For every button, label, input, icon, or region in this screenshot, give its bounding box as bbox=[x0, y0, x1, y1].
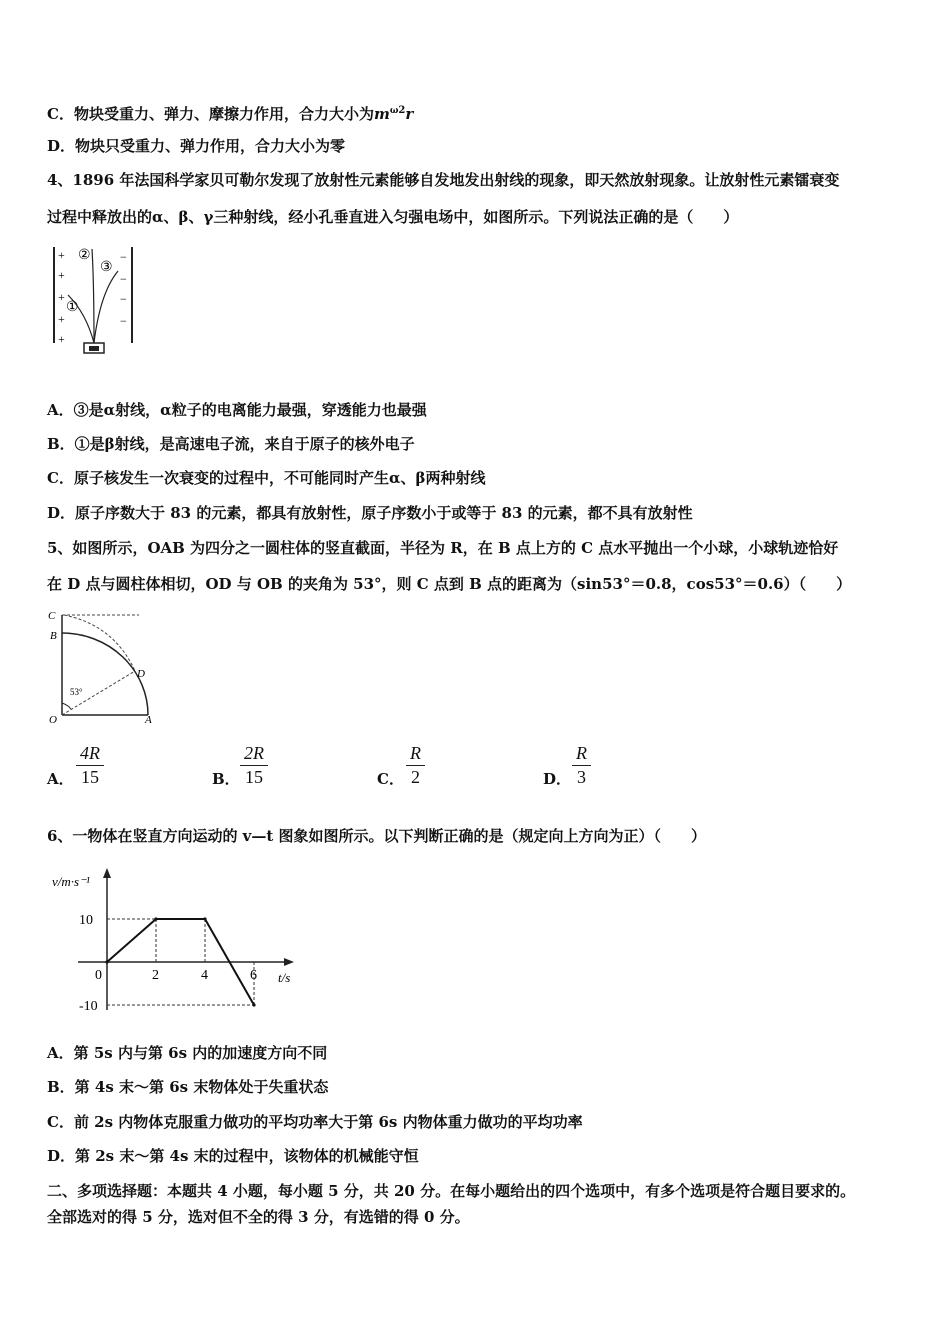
ray-2-path bbox=[92, 249, 94, 343]
denominator: 15 bbox=[245, 767, 263, 787]
denominator: 3 bbox=[577, 767, 586, 787]
formula-m: m bbox=[373, 105, 390, 123]
point-d-label: D bbox=[137, 668, 145, 680]
x-tick-label: 2 bbox=[152, 968, 159, 983]
radioactive-source bbox=[89, 346, 99, 351]
section2-instructions-line2: 全部选对的得 5 分，选对但不全的得 3 分，有选错的得 0 分。 bbox=[47, 1208, 470, 1226]
ray-3-path bbox=[94, 271, 118, 343]
data-point bbox=[203, 917, 206, 920]
x-axis-label: t/s bbox=[278, 970, 291, 985]
numerator: R bbox=[576, 743, 587, 763]
y-axis-arrow bbox=[103, 868, 111, 878]
y-axis-label: v/m·s⁻¹ bbox=[52, 874, 90, 889]
data-point bbox=[252, 1003, 255, 1006]
y-tick-label: -10 bbox=[79, 999, 98, 1014]
x-tick-label: 0 bbox=[95, 968, 102, 983]
q4-option-b: B．①是β射线，是高速电子流，来自于原子的核外电子 bbox=[47, 435, 415, 453]
q5-option-d-fraction bbox=[572, 743, 591, 788]
minus-sign: − bbox=[120, 272, 127, 286]
q5-option-b-label: B． bbox=[212, 770, 240, 788]
quarter-arc bbox=[62, 633, 148, 715]
q4-electric-field-figure bbox=[48, 243, 140, 358]
series-segment bbox=[107, 919, 156, 962]
q6-option-d: D．第 2s 末～第 4s 末的过程中，该物体的机械能守恒 bbox=[47, 1147, 419, 1165]
angle-arc bbox=[62, 703, 71, 709]
trajectory-curve bbox=[64, 615, 135, 671]
q4-option-d: D．原子序数大于 83 的元素，都具有放射性，原子序数小于或等于 83 的元素，都不具有放射性 bbox=[47, 504, 693, 522]
q6-option-c: C．前 2s 内物体克服重力做功的平均功率大于第 6s 内物体重力做功的平均功率 bbox=[47, 1113, 583, 1131]
q6-option-b: B．第 4s 末～第 6s 末物体处于失重状态 bbox=[47, 1078, 329, 1096]
q6-vt-chart bbox=[48, 866, 308, 1016]
plus-sign: + bbox=[58, 268, 65, 282]
plus-sign: + bbox=[58, 312, 65, 326]
data-point bbox=[154, 917, 157, 920]
q3-option-d: D．物块只受重力、弹力作用，合力大小为零 bbox=[47, 137, 346, 155]
q6-stem: 6、一物体在竖直方向运动的 v—t 图象如图所示。以下判断正确的是（规定向上方向为正）（ ） bbox=[47, 827, 707, 845]
minus-sign: − bbox=[120, 292, 127, 306]
q5-option-a-fraction bbox=[76, 743, 104, 788]
q5-option-b-fraction bbox=[240, 743, 268, 788]
x-axis-arrow bbox=[284, 958, 294, 966]
plus-sign: + bbox=[58, 332, 65, 346]
q5-option-c-fraction bbox=[406, 743, 425, 788]
ray-1-label: ① bbox=[66, 300, 79, 315]
minus-sign: − bbox=[120, 250, 127, 264]
numerator: 4R bbox=[80, 743, 100, 763]
q5-option-d-label: D． bbox=[543, 770, 572, 788]
q5-quarter-circle-figure bbox=[44, 605, 164, 729]
formula-omega: ω bbox=[389, 106, 399, 116]
y-tick-label: 10 bbox=[79, 913, 93, 928]
numerator: R bbox=[410, 743, 421, 763]
q5-stem-line2: 在 D 点与圆柱体相切，OD 与 OB 的夹角为 53°，则 C 点到 B 点的距离为（sin53°＝0.8，cos53°＝0.6）（ ） bbox=[47, 575, 852, 593]
x-tick-label: 4 bbox=[201, 968, 208, 983]
point-o-label: O bbox=[49, 714, 57, 726]
point-a-label: A bbox=[145, 714, 152, 726]
plus-sign: + bbox=[58, 248, 65, 262]
plus-sign: + bbox=[58, 290, 65, 304]
q6-option-a: A．第 5s 内与第 6s 内的加速度方向不同 bbox=[47, 1044, 328, 1062]
denominator: 15 bbox=[81, 767, 99, 787]
q5-option-a-label: A． bbox=[47, 770, 74, 788]
section2-instructions-line1: 二、多项选择题：本题共 4 小题，每小题 5 分，共 20 分。在每小题给出的四个选项中，有多个选项是符合题目要求的。 bbox=[47, 1182, 856, 1200]
angle-label: 53° bbox=[70, 687, 83, 697]
q4-stem-line2: 过程中释放出的α、β、γ三种射线，经小孔垂直进入匀强电场中，如图所示。下列说法正确的是（ ） bbox=[47, 208, 739, 226]
ray-3-label: ③ bbox=[100, 260, 113, 275]
q5-option-c-label: C． bbox=[377, 770, 404, 788]
formula-square: 2 bbox=[398, 105, 406, 116]
minus-sign: − bbox=[120, 314, 127, 328]
point-b-label: B bbox=[50, 630, 57, 642]
ray-2-label: ② bbox=[78, 248, 91, 263]
q5-stem-line1: 5、如图所示，OAB 为四分之一圆柱体的竖直截面，半径为 R，在 B 点上方的 C 点水平抛出一个小球，小球轨迹恰好 bbox=[47, 539, 839, 557]
q4-option-a: A．③是α射线，α粒子的电离能力最强，穿透能力也最强 bbox=[47, 401, 427, 419]
q3-option-c: C．物块受重力、弹力、摩擦力作用，合力大小为$m^{\omega 2}r$ bbox=[47, 105, 414, 123]
formula-r: r bbox=[405, 105, 414, 123]
numerator: 2R bbox=[244, 743, 264, 763]
point-c-label: C bbox=[48, 610, 56, 622]
q4-stem-line1: 4、1896 年法国科学家贝可勒尔发现了放射性元素能够自发地发出射线的现象，即天然放射现象。让放射性元素镭衰变 bbox=[47, 171, 840, 189]
denominator: 2 bbox=[411, 767, 420, 787]
x-tick-label: 6 bbox=[250, 968, 257, 983]
q4-option-c: C．原子核发生一次衰变的过程中，不可能同时产生α、β两种射线 bbox=[47, 469, 486, 487]
data-point bbox=[105, 960, 108, 963]
